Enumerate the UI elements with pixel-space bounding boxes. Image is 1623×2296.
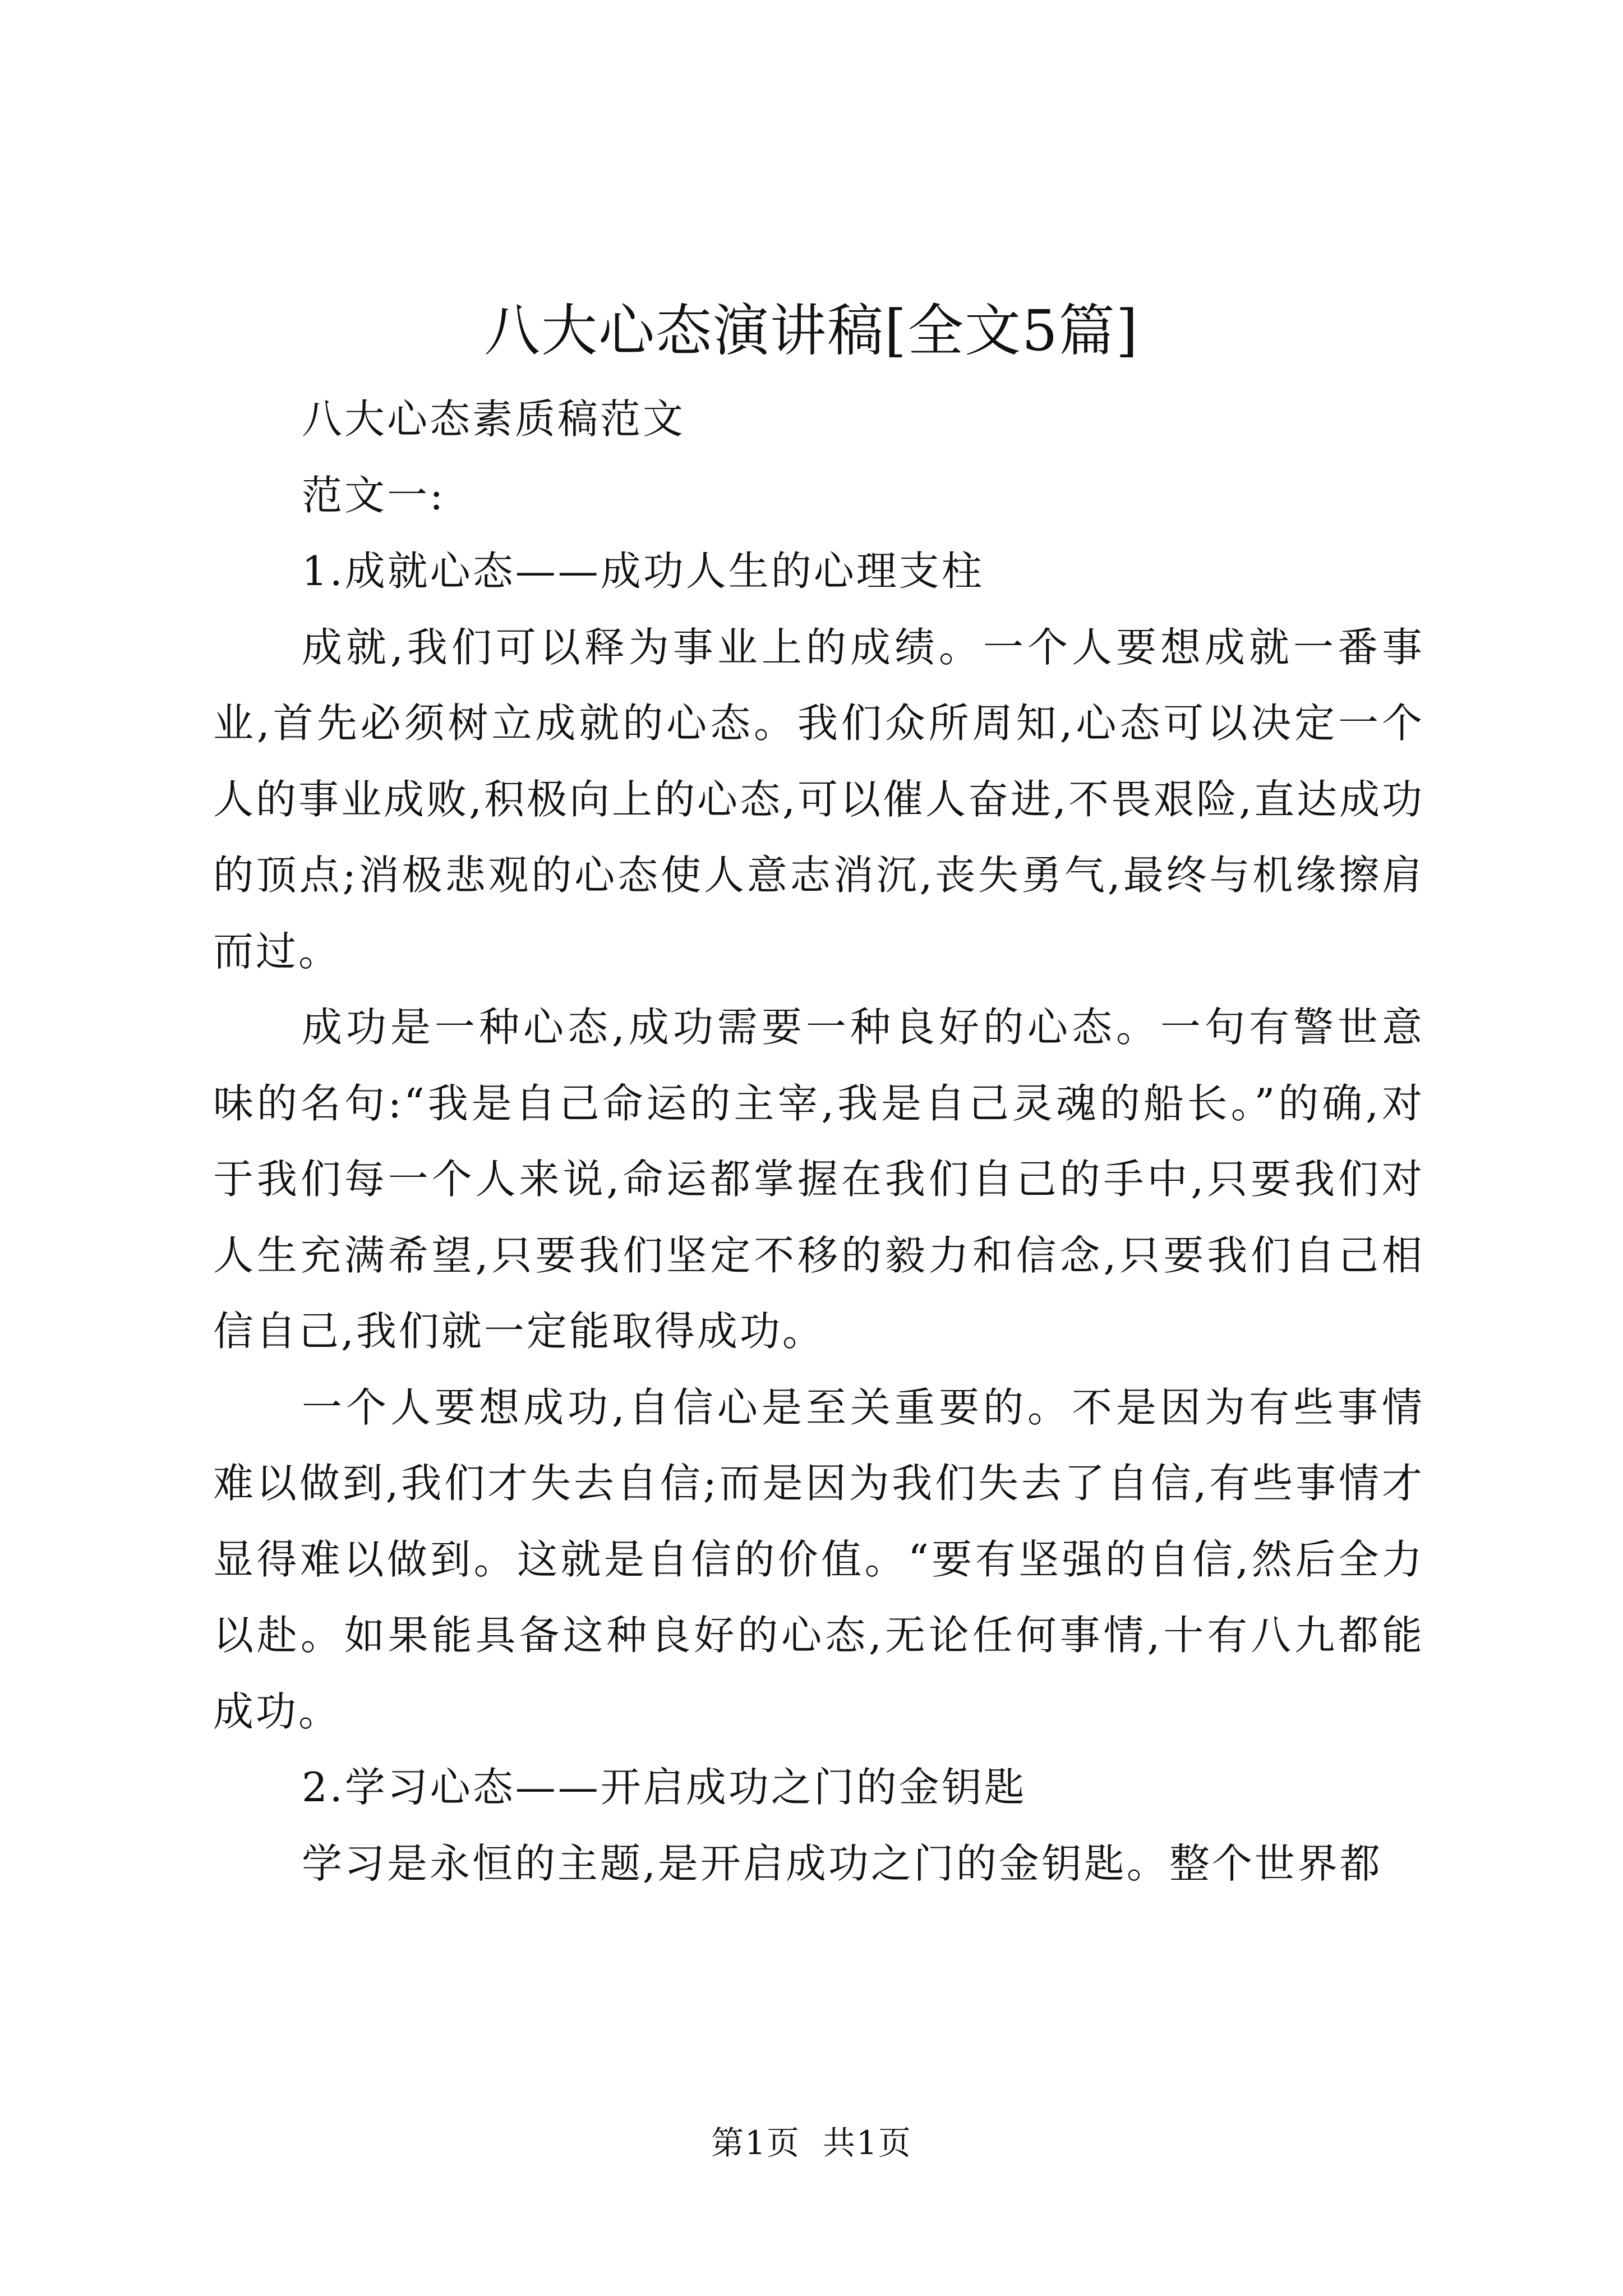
page-number-current: 第1页: [711, 2124, 800, 2162]
subtitle-paragraph: 八大心态素质稿范文: [302, 395, 686, 443]
section-label-paragraph: 范文一:: [302, 471, 446, 519]
page-footer: [0, 2120, 1623, 2165]
body-paragraph: 一个人要想成功,自信心是至关重要的。不是因为有些事情难以做到,我们才失去自信;而是因为我们失去了自信,有些事情才显得难以做到。这就是自信的价值。“要有坚强的自信,然后全力以赴。如果能具备这种良好的心态,无论任何事情,十有八九都能成功。: [213, 1383, 1424, 1735]
page-number-total: 共1页: [823, 2124, 912, 2162]
heading-paragraph-2: 2.学习心态——开启成功之门的金钥匙: [302, 1764, 1027, 1811]
body-paragraph: 学习是永恒的主题,是开启成功之门的金钥匙。整个世界都: [302, 1839, 1382, 1887]
body-paragraph: 成功是一种心态,成功需要一种良好的心态。一句有警世意味的名句:“我是自己命运的主宰,我是自己灵魂的船长。”的确,对于我们每一个人来说,命运都掌握在我们自己的手中,只要我们对人生充满希望,只要我们坚定不移的毅力和信念,只要我们自己相信自己,我们就一定能取得成功。: [213, 1004, 1424, 1355]
heading-paragraph-1: 1.成就心态——成功人生的心理支柱: [302, 547, 984, 595]
document-title: 八大心态演讲稿[全文5篇]: [484, 298, 1139, 364]
body-paragraph: 成就,我们可以释为事业上的成绩。一个人要想成就一番事业,首先必须树立成就的心态。我们众所周知,心态可以决定一个人的事业成败,积极向上的心态,可以催人奋进,不畏艰险,直达成功的顶点;消极悲观的心态使人意志消沉,丧失勇气,最终与机缘擦肩而过。: [213, 623, 1424, 975]
document-body: [213, 381, 1424, 1902]
